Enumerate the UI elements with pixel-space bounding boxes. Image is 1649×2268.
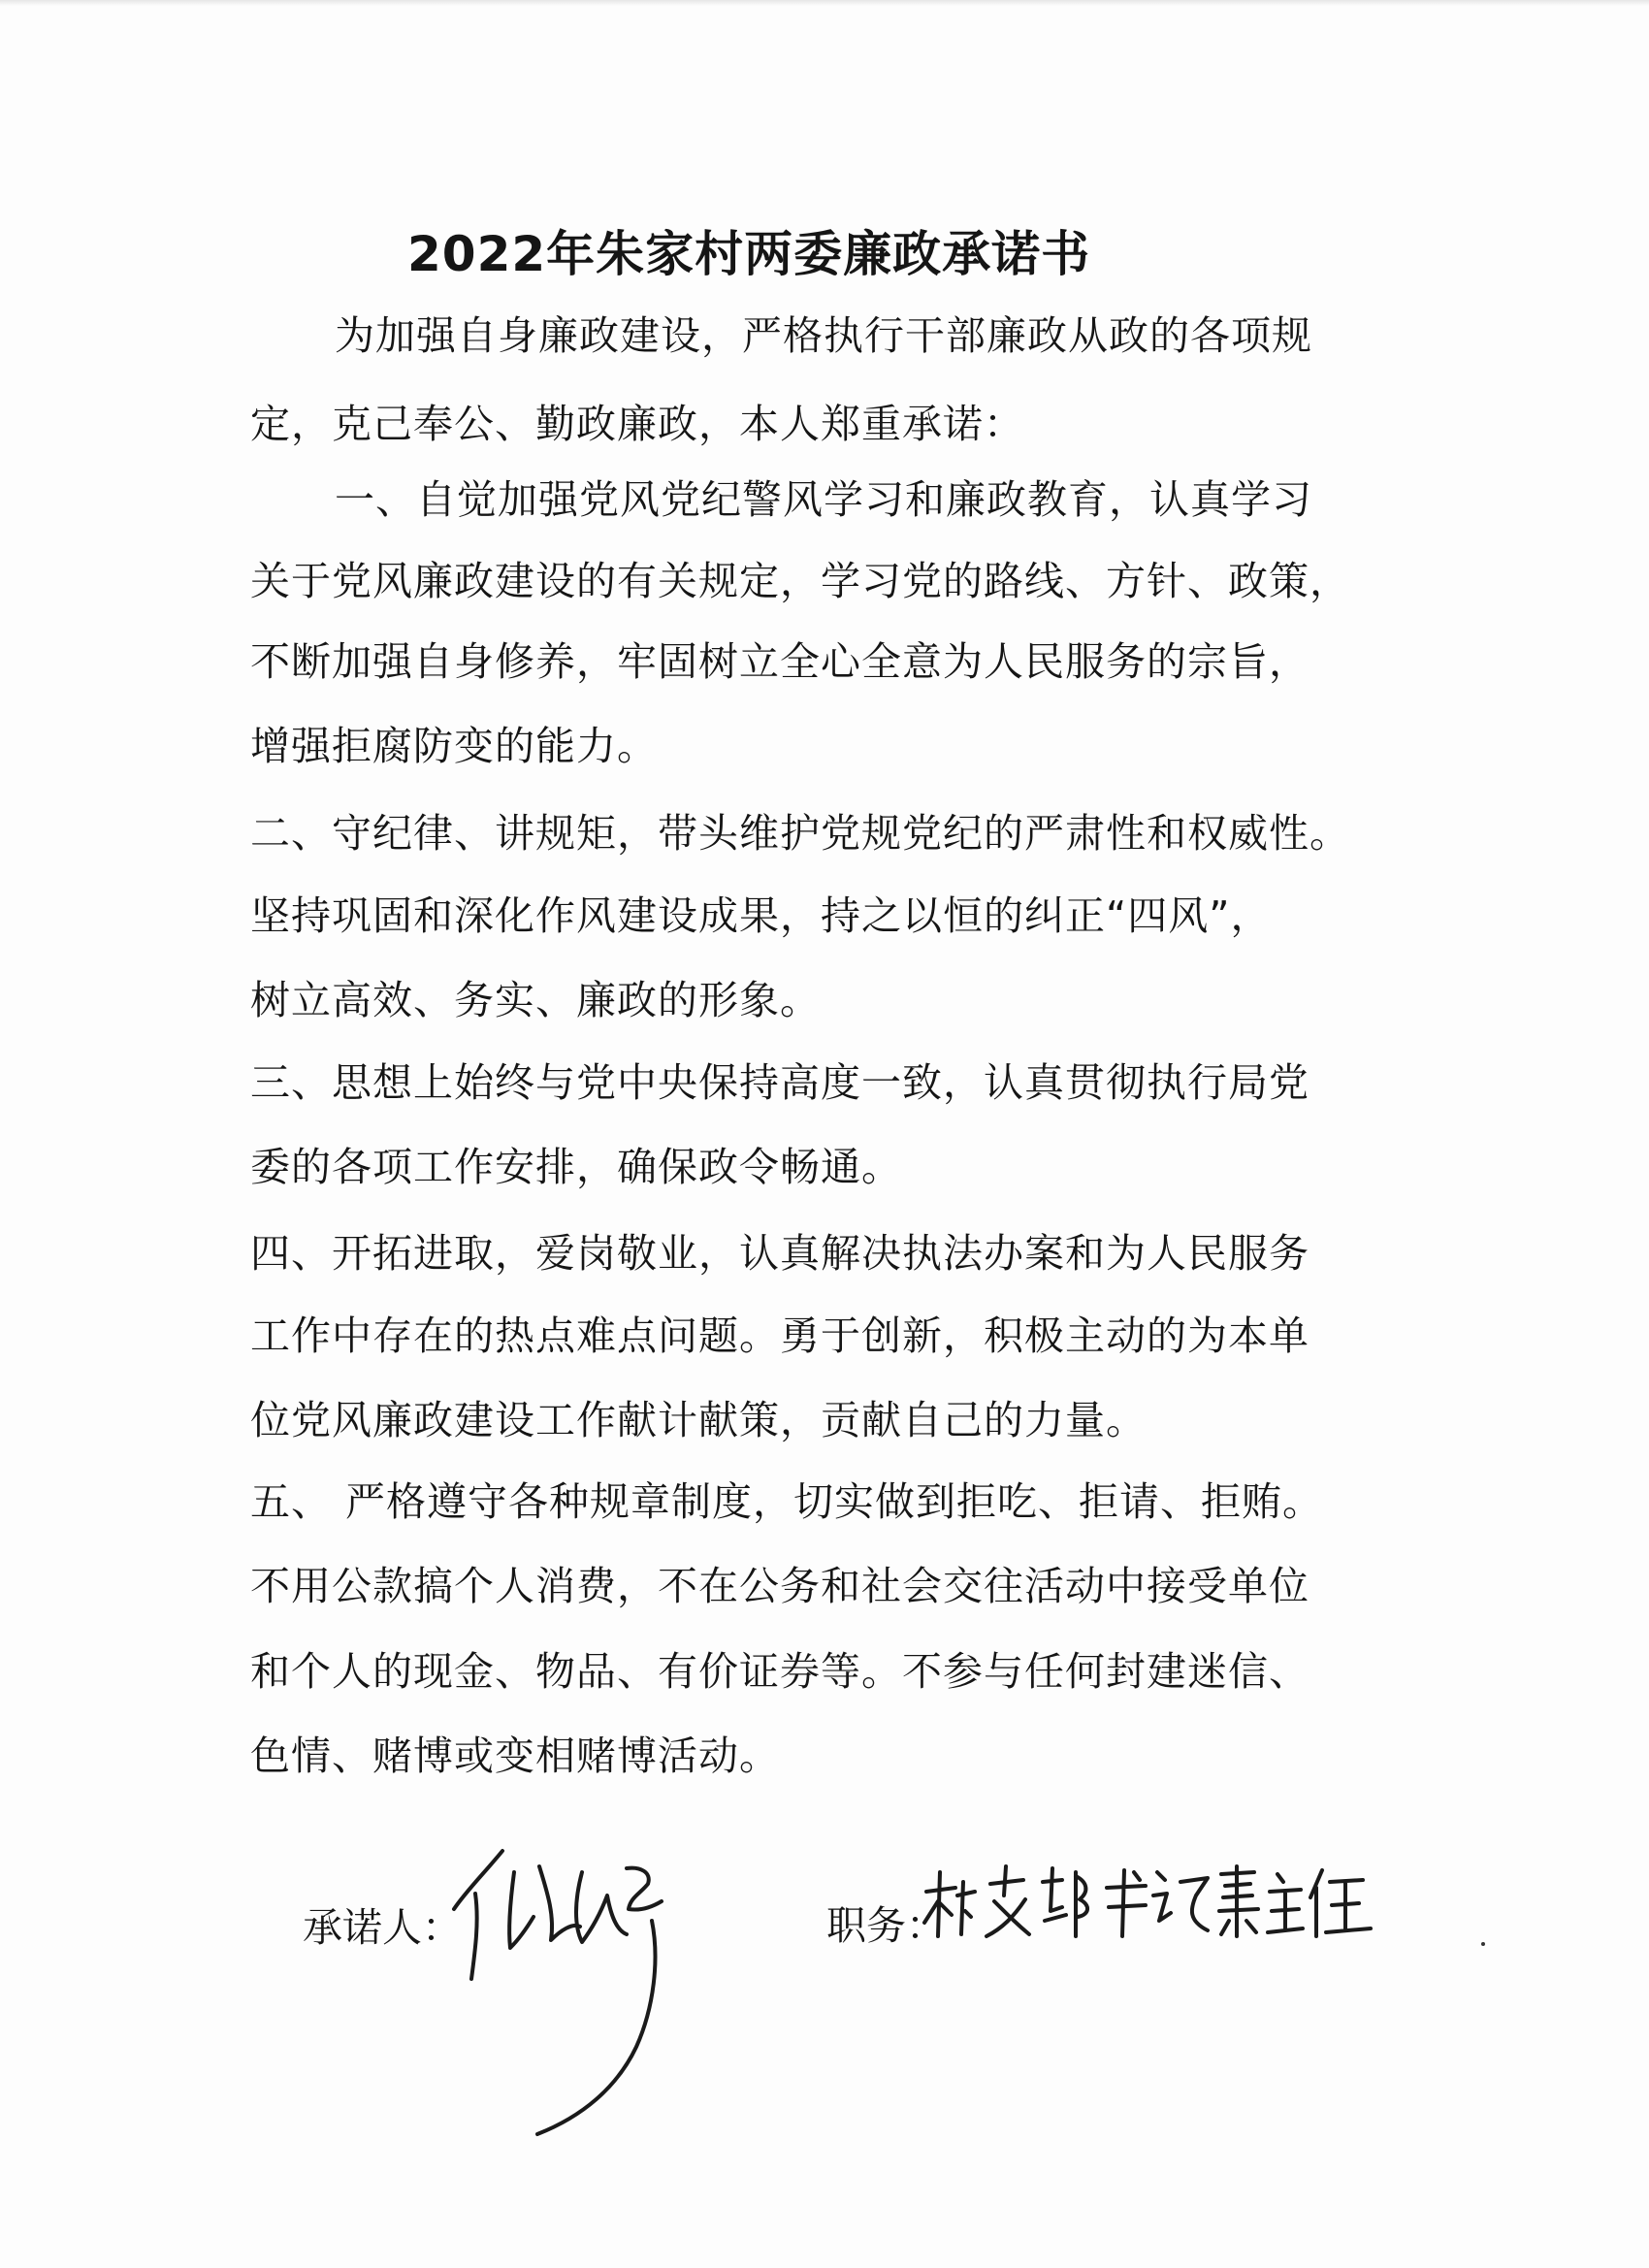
paragraph-line: 不用公款搞个人消费，不在公务和社会交往活动中接受单位 — [250, 1563, 1310, 1609]
paragraph-line: 坚持巩固和深化作风建设成果，持之以恒的纠正“四风”， — [250, 892, 1272, 939]
paragraph-line: 关于党风廉政建设的有关规定，学习党的路线、方针、政策， — [250, 558, 1350, 604]
paragraph-line: 一、自觉加强党风党纪警风学习和廉政教育，认真学习 — [335, 476, 1312, 523]
paragraph-line: 色情、赌博或变相赌博活动。 — [250, 1733, 780, 1779]
paragraph-line: 不断加强自身修养，牢固树立全心全意为人民服务的宗旨， — [250, 638, 1310, 685]
position-handwriting — [917, 1853, 1382, 1960]
paragraph-line: 和个人的现金、物品、有价证券等。不参与任何封建迷信、 — [250, 1648, 1310, 1695]
paragraph-line: 增强拒腐防变的能力。 — [250, 723, 658, 769]
paragraph-line: 四、开拓进取，爱岗敬业，认真解决执法办案和为人民服务 — [250, 1230, 1310, 1277]
paragraph-line: 定，克己奉公、勤政廉政，本人郑重承诺： — [250, 401, 1024, 447]
paragraph-line: 工作中存在的热点难点问题。勇于创新，积极主动的为本单 — [250, 1312, 1310, 1359]
scan-edge — [0, 0, 1649, 6]
promisor-label: 承诺人： — [303, 1904, 462, 1951]
paragraph-line: 位党风廉政建设工作献计献策，贡献自己的力量。 — [250, 1397, 1147, 1443]
paragraph-line: 树立高效、务实、廉政的形象。 — [250, 977, 821, 1023]
paragraph-line: 为加强自身廉政建设，严格执行干部廉政从政的各项规 — [335, 312, 1312, 359]
position-label: 职务： — [826, 1902, 946, 1949]
paragraph-line: 三、思想上始终与党中央保持高度一致，认真贯彻执行局党 — [250, 1059, 1310, 1106]
document-title: 2022年朱家村两委廉政承诺书 — [407, 226, 1091, 282]
paragraph-line: 五、 严格遵守各种规章制度，切实做到拒吃、拒请、拒贿。 — [250, 1478, 1324, 1525]
paragraph-line: 委的各项工作安排，确保政令畅通。 — [250, 1144, 902, 1190]
promisor-signature — [446, 1833, 718, 2144]
paragraph-line: 二、守纪律、讲规矩，带头维护党规党纪的严肃性和权威性。 — [250, 810, 1350, 857]
ink-dot — [1479, 1940, 1487, 1948]
